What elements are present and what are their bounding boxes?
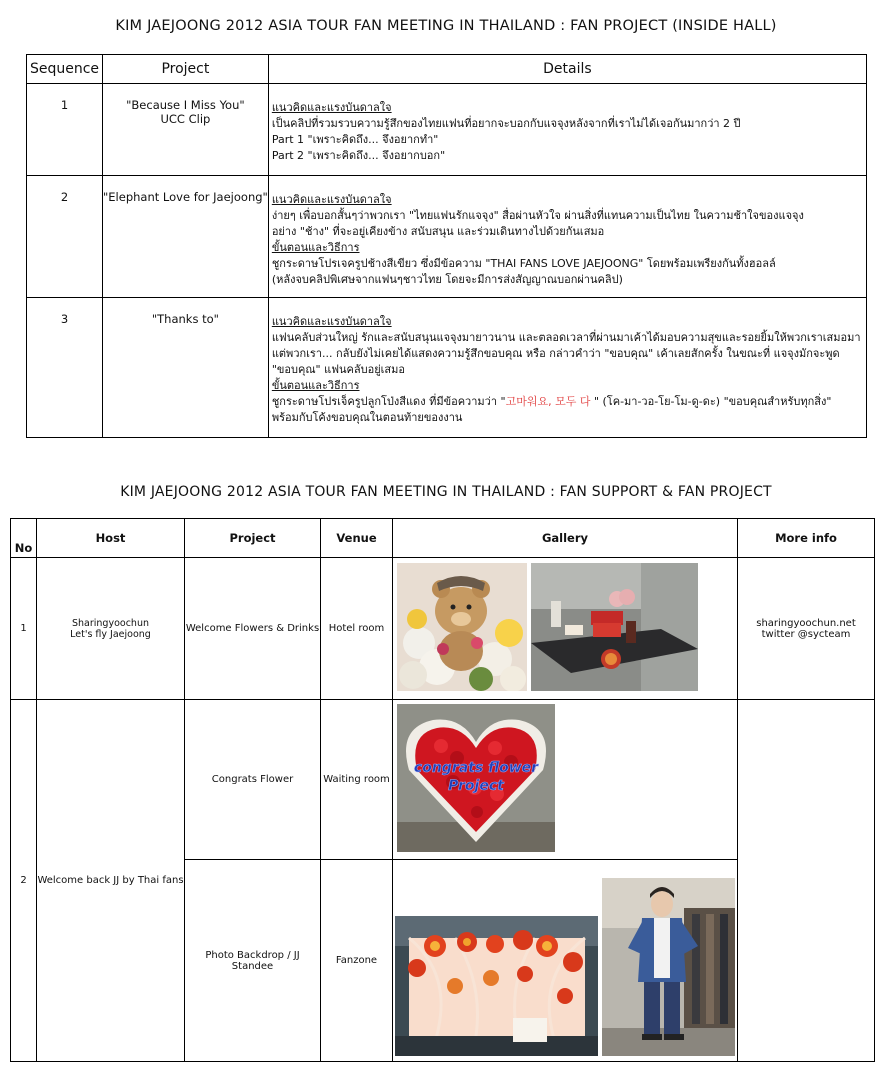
host-name: Sharingyoochun [71, 617, 149, 629]
detail-line: แฟนคลับส่วนใหญ่ รักและสนับสนุนแจจุงมายาวนาน และตลอดเวลาที่ผ่านมาเค้าได้มอบความสุขและรอยยิ้มให้พวกเราเสมอมา [271, 331, 861, 344]
host-cell: Welcome back JJ by Thai fans [37, 700, 185, 1062]
concept-heading: แนวคิดและแรงบันดาลใจ [271, 193, 392, 206]
table-row [27, 84, 867, 176]
host-name: Let's fly Jaejoong [70, 628, 151, 640]
more-info-cell [738, 558, 875, 700]
table-row [27, 176, 867, 298]
row-number: 1 [11, 558, 37, 700]
inside-hall-project-table [26, 54, 867, 438]
jj-standee-photo [602, 878, 735, 1056]
photo-caption-line2: Project [448, 778, 504, 794]
details-cell [268, 84, 866, 176]
detail-line [272, 394, 862, 410]
bottom-title: KIM JAEJOONG 2012 ASIA TOUR FAN MEETING IN THAILAND : FAN SUPPORT & FAN PROJECT [120, 484, 772, 500]
header-venue: Venue [321, 519, 393, 558]
venue-cell: Fanzone [321, 860, 393, 1062]
details-cell [268, 298, 866, 438]
detail-text: " (โค-มา-วอ-โย-โม-ดู-ดะ) "ขอบคุณสำหรับทุกสิ่ง" [590, 395, 832, 408]
header-host: Host [37, 519, 185, 558]
detail-line: (หลังจบคลิปพิเศษจากแฟนๆชาวไทย โดยจะมีการส่งสัญญาณบอกผ่านคลิป) [271, 273, 623, 286]
flower-backdrop-photo [395, 916, 598, 1056]
website-text: sharingyoochun.net [756, 617, 856, 629]
sequence-cell: 3 [27, 298, 103, 438]
project-cell: Welcome Flowers & Drinks [185, 558, 321, 700]
table-header-row [11, 519, 875, 558]
header-more-info: More info [738, 519, 875, 558]
venue-cell: Hotel room [321, 558, 393, 700]
details-cell [268, 176, 866, 298]
header-gallery: Gallery [393, 519, 738, 558]
method-heading: ขั้นตอนและวิธีการ [271, 379, 360, 392]
table-header-row [27, 55, 867, 84]
gifts-table-photo [531, 563, 698, 691]
gallery-cell [393, 860, 738, 1062]
project-name: "Because I Miss You" [126, 98, 245, 112]
gallery-cell [393, 700, 738, 860]
row-number: 2 [11, 700, 37, 1062]
fan-support-table [10, 518, 875, 1062]
project-cell [103, 84, 269, 176]
teddy-bear-bouquet-photo [397, 563, 527, 691]
venue-cell: Waiting room [321, 700, 393, 860]
project-cell: Congrats Flower [185, 700, 321, 860]
detail-line: ง่ายๆ เพื่อบอกสั้นๆว่าพวกเรา "ไทยแฟนรักแจจุง" สื่อผ่านหัวใจ ผ่านสิ่งที่แทนความเป็นไทย ในความช้าใจของแจจุง [271, 209, 804, 222]
heart-roses-photo [397, 704, 555, 852]
header-no-label: No [14, 541, 33, 555]
twitter-text: twitter @sycteam [761, 628, 851, 640]
sequence-cell: 2 [27, 176, 103, 298]
header-project: Project [185, 519, 321, 558]
korean-phrase: 고마워요, 모두 다 [505, 395, 591, 408]
project-cell [103, 298, 269, 438]
project-name: "Thanks to" [151, 312, 219, 326]
header-no [11, 519, 37, 558]
table-row [11, 558, 875, 700]
detail-line: "ขอบคุณ" แฟนคลับอยู่เสมอ [271, 363, 405, 376]
detail-line: ชูกระดาษโปรเจครูปช้างสีเขียว ซึ่งมีข้อความ "THAI FANS LOVE JAEJOONG" โดยพร้อมเพรียงกันทั้งฮอลล์ [271, 257, 776, 270]
project-cell [103, 176, 269, 298]
sequence-cell: 1 [27, 84, 103, 176]
concept-heading: แนวคิดและแรงบันดาลใจ [271, 315, 392, 328]
host-cell [37, 558, 185, 700]
detail-line: Part 2 "เพราะคิดถึง... จึงอยากบอก" [271, 149, 446, 162]
project-name: "Elephant Love for Jaejoong" [103, 190, 268, 204]
project-subtitle: UCC Clip [160, 112, 211, 126]
concept-heading: แนวคิดและแรงบันดาลใจ [271, 101, 392, 114]
detail-line: เป็นคลิปที่รวมรวบความรู้สึกของไทยแฟนที่อยากจะบอกกับแจจุงหลังจากที่เราไม่ได้เจอกันมากว่า 2 ปี [271, 117, 741, 130]
header-sequence: Sequence [27, 55, 103, 84]
header-details: Details [268, 55, 866, 84]
more-info-cell [738, 700, 875, 1062]
detail-line: พร้อมกับโค้งขอบคุณในตอนท้ายของงาน [271, 411, 463, 424]
header-project: Project [103, 55, 269, 84]
detail-line: อย่าง "ช้าง" ที่จะอยู่เคียงข้าง สนับสนุน และร่วมเดินทางไปด้วยกันเสมอ [271, 225, 605, 238]
project-cell: Photo Backdrop / JJ Standee [185, 860, 321, 1062]
table-row [27, 298, 867, 438]
gallery-cell [393, 558, 738, 700]
method-heading: ขั้นตอนและวิธีการ [271, 241, 360, 254]
detail-text: ชูกระดาษโปรเจ็ครูปลูกโป่งสีแดง ที่มีข้อความว่า " [271, 395, 506, 408]
table-row [11, 700, 875, 860]
detail-line: แต่พวกเรา... กลับยังไม่เคยได้แสดงความรู้สึกขอบคุณ หรือ กล่าวคำว่า "ขอบคุณ" เค้าเลยสักครั้ง ในขณะที่ แจจุงมักจะพูด [271, 347, 840, 360]
top-title: KIM JAEJOONG 2012 ASIA TOUR FAN MEETING IN THAILAND : FAN PROJECT (INSIDE HALL) [115, 18, 777, 34]
detail-line: Part 1 "เพราะคิดถึง... จึงอยากทำ" [271, 133, 439, 146]
photo-caption-line1: congrats flower [413, 760, 539, 776]
